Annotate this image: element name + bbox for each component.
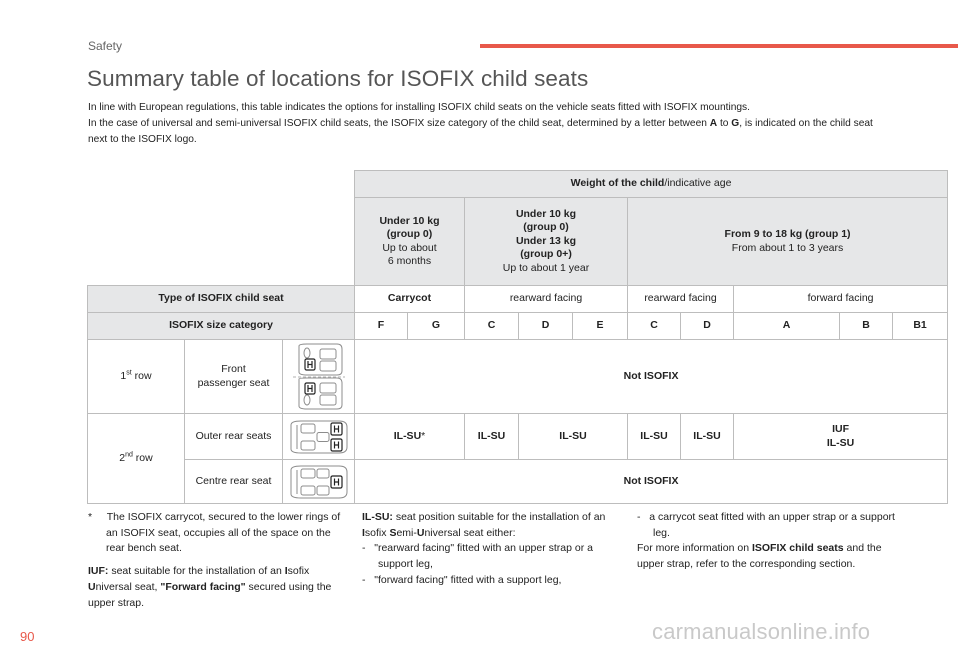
outer-rear-seats-icon bbox=[287, 419, 351, 455]
row-suffix: row bbox=[132, 451, 153, 464]
page-title: Summary table of locations for ISOFIX child seats bbox=[87, 66, 589, 91]
weight-header-bold: Weight of the child bbox=[570, 177, 665, 190]
page-number: 90 bbox=[20, 629, 35, 644]
def-label: IL-SU: bbox=[362, 511, 393, 523]
more-info-text: and the upper strap, refer to the corresponding section. bbox=[637, 542, 882, 571]
carrycot-footnote bbox=[88, 510, 350, 557]
footnote-mark: * bbox=[88, 511, 93, 523]
intro-text-part: to bbox=[717, 118, 732, 130]
size-label: ISOFIX size category bbox=[88, 313, 355, 340]
watermark: carmanualsonline.info bbox=[652, 619, 871, 644]
type-carrycot: Carrycot bbox=[355, 286, 465, 313]
def-letter: S bbox=[389, 526, 397, 539]
size-cell: C bbox=[465, 313, 519, 340]
size-cell: A bbox=[734, 313, 840, 340]
front-seat-value: Not ISOFIX bbox=[355, 340, 948, 414]
centre-seat-value: Not ISOFIX bbox=[355, 460, 948, 504]
intro-text-part: , is indicated on the child seat next to the ISOFIX logo. bbox=[88, 118, 873, 146]
more-info-text: For more information on bbox=[637, 542, 752, 555]
seat-name: Front passenger seat bbox=[197, 363, 270, 389]
intro-text bbox=[88, 100, 888, 149]
outer-value-c: IL-SU bbox=[465, 414, 519, 460]
iuf-definition bbox=[88, 564, 350, 611]
isofix-table bbox=[87, 170, 948, 504]
ilsu-option-rearward: - "rearward facing" fitted with an upper strap or a support leg, bbox=[362, 542, 593, 571]
group-text: Under 10 kg bbox=[379, 214, 440, 227]
def-letter: U bbox=[88, 580, 96, 593]
section-label: Safety bbox=[88, 39, 123, 53]
def-text: sofix bbox=[287, 565, 310, 578]
intro-letter-a: A bbox=[709, 118, 718, 130]
footnote-text: The ISOFIX carrycot, secured to the lower rings of an ISOFIX seat, occupies all of the space on the rear bench seat. bbox=[106, 511, 341, 555]
group-text: From about 1 to 3 years bbox=[731, 241, 844, 254]
group-text: Under 10 kg bbox=[515, 207, 577, 220]
def-text: secured using the upper strap. bbox=[88, 580, 332, 609]
size-cell: C bbox=[628, 313, 681, 340]
front-passenger-seat-label bbox=[185, 340, 283, 414]
type-label: Type of ISOFIX child seat bbox=[88, 286, 355, 313]
size-cell: F bbox=[355, 313, 408, 340]
intro-text-part: In the case of universal and semi-universal ISOFIX child seats, the ISOFIX size category of the child seat, determined by a letter between bbox=[88, 118, 710, 130]
def-letter: I bbox=[284, 565, 288, 578]
def-text: seat position suitable for the installation of an bbox=[392, 511, 606, 523]
row-suffix: row bbox=[131, 369, 152, 382]
group-text: Up to about bbox=[382, 241, 437, 254]
centre-seat-diagram-cell bbox=[283, 460, 355, 504]
def-label: IUF: bbox=[88, 565, 109, 578]
row-1st-label bbox=[88, 340, 185, 414]
size-cell: D bbox=[519, 313, 573, 340]
footnote-mark: * bbox=[421, 429, 426, 442]
table-corner bbox=[88, 198, 355, 286]
footnote-column-2 bbox=[362, 510, 622, 589]
group-text: (group 0) bbox=[386, 228, 433, 240]
outer-value-forward bbox=[734, 414, 948, 460]
size-cell: B1 bbox=[893, 313, 948, 340]
intro-line-2 bbox=[88, 116, 888, 148]
size-cell: B bbox=[840, 313, 893, 340]
row-number: 2 bbox=[119, 451, 126, 464]
size-cell: E bbox=[573, 313, 628, 340]
group-0plus-cell bbox=[465, 198, 628, 286]
outer-seat-diagram-cell bbox=[283, 414, 355, 460]
def-emphasis: "Forward facing" bbox=[160, 580, 246, 593]
footnote-column-3 bbox=[637, 510, 895, 573]
type-forward: forward facing bbox=[734, 286, 948, 313]
footnote-column-1 bbox=[88, 510, 350, 611]
ilsu-option-forward: - "forward facing" fitted with a support leg, bbox=[362, 573, 562, 586]
group-0-cell bbox=[355, 198, 465, 286]
centre-rear-seat-icon bbox=[287, 464, 351, 500]
group-text: (group 0) bbox=[523, 221, 569, 234]
outer-value-ilsu: IL-SU bbox=[826, 436, 855, 449]
table-corner bbox=[88, 171, 355, 198]
outer-rear-seat-label: Outer rear seats bbox=[185, 414, 283, 460]
row-ordinal: nd bbox=[125, 451, 133, 459]
intro-line-1: In line with European regulations, this table indicates the options for installing ISOFIX child seats on the vehicle seats fitted with ISOFIX mountings. bbox=[88, 102, 750, 113]
ilsu-option-carrycot: - a carrycot seat fitted with an upper strap or a support leg. bbox=[637, 511, 895, 539]
centre-rear-seat-label: Centre rear seat bbox=[185, 460, 283, 504]
row-2nd-label bbox=[88, 414, 185, 504]
front-passenger-seat-icon bbox=[287, 343, 351, 411]
def-text: niversal seat either: bbox=[424, 526, 516, 539]
group-text: Up to about 1 year bbox=[502, 261, 590, 274]
def-letter: U bbox=[416, 526, 425, 539]
def-text: emi- bbox=[396, 526, 417, 539]
more-info-link-text: ISOFIX child seats bbox=[751, 542, 844, 555]
size-cell: D bbox=[681, 313, 734, 340]
def-text: niversal seat, bbox=[95, 580, 161, 593]
outer-value-iuf: IUF bbox=[832, 423, 849, 435]
def-text: seat suitable for the installation of an bbox=[108, 565, 285, 578]
outer-value-de: IL-SU bbox=[519, 414, 628, 460]
intro-letter-g: G bbox=[731, 118, 740, 130]
row-ordinal: st bbox=[126, 369, 132, 377]
group-text: 6 months bbox=[387, 255, 432, 267]
group-text: Under 13 kg bbox=[515, 234, 577, 247]
def-text: sofix bbox=[364, 526, 390, 539]
outer-value-c-g1: IL-SU bbox=[628, 414, 681, 460]
weight-header-rest: /indicative age bbox=[664, 177, 732, 190]
group-text: From 9 to 18 kg (group 1) bbox=[724, 228, 851, 240]
weight-header bbox=[355, 171, 948, 198]
group-text: (group 0+) bbox=[520, 248, 572, 261]
type-rearward-group1: rearward facing bbox=[628, 286, 734, 313]
def-letter: I bbox=[362, 526, 365, 539]
front-seat-diagram-cell bbox=[283, 340, 355, 414]
row-number: 1 bbox=[120, 369, 127, 382]
more-info bbox=[637, 541, 895, 572]
group-1-cell bbox=[628, 198, 948, 286]
outer-value-carrycot bbox=[355, 414, 465, 460]
outer-value-text: IL-SU bbox=[393, 429, 422, 442]
ilsu-definition bbox=[362, 510, 622, 541]
section-accent-bar bbox=[480, 44, 958, 48]
type-rearward-0plus: rearward facing bbox=[465, 286, 628, 313]
size-cell: G bbox=[408, 313, 465, 340]
outer-value-d-g1: IL-SU bbox=[681, 414, 734, 460]
